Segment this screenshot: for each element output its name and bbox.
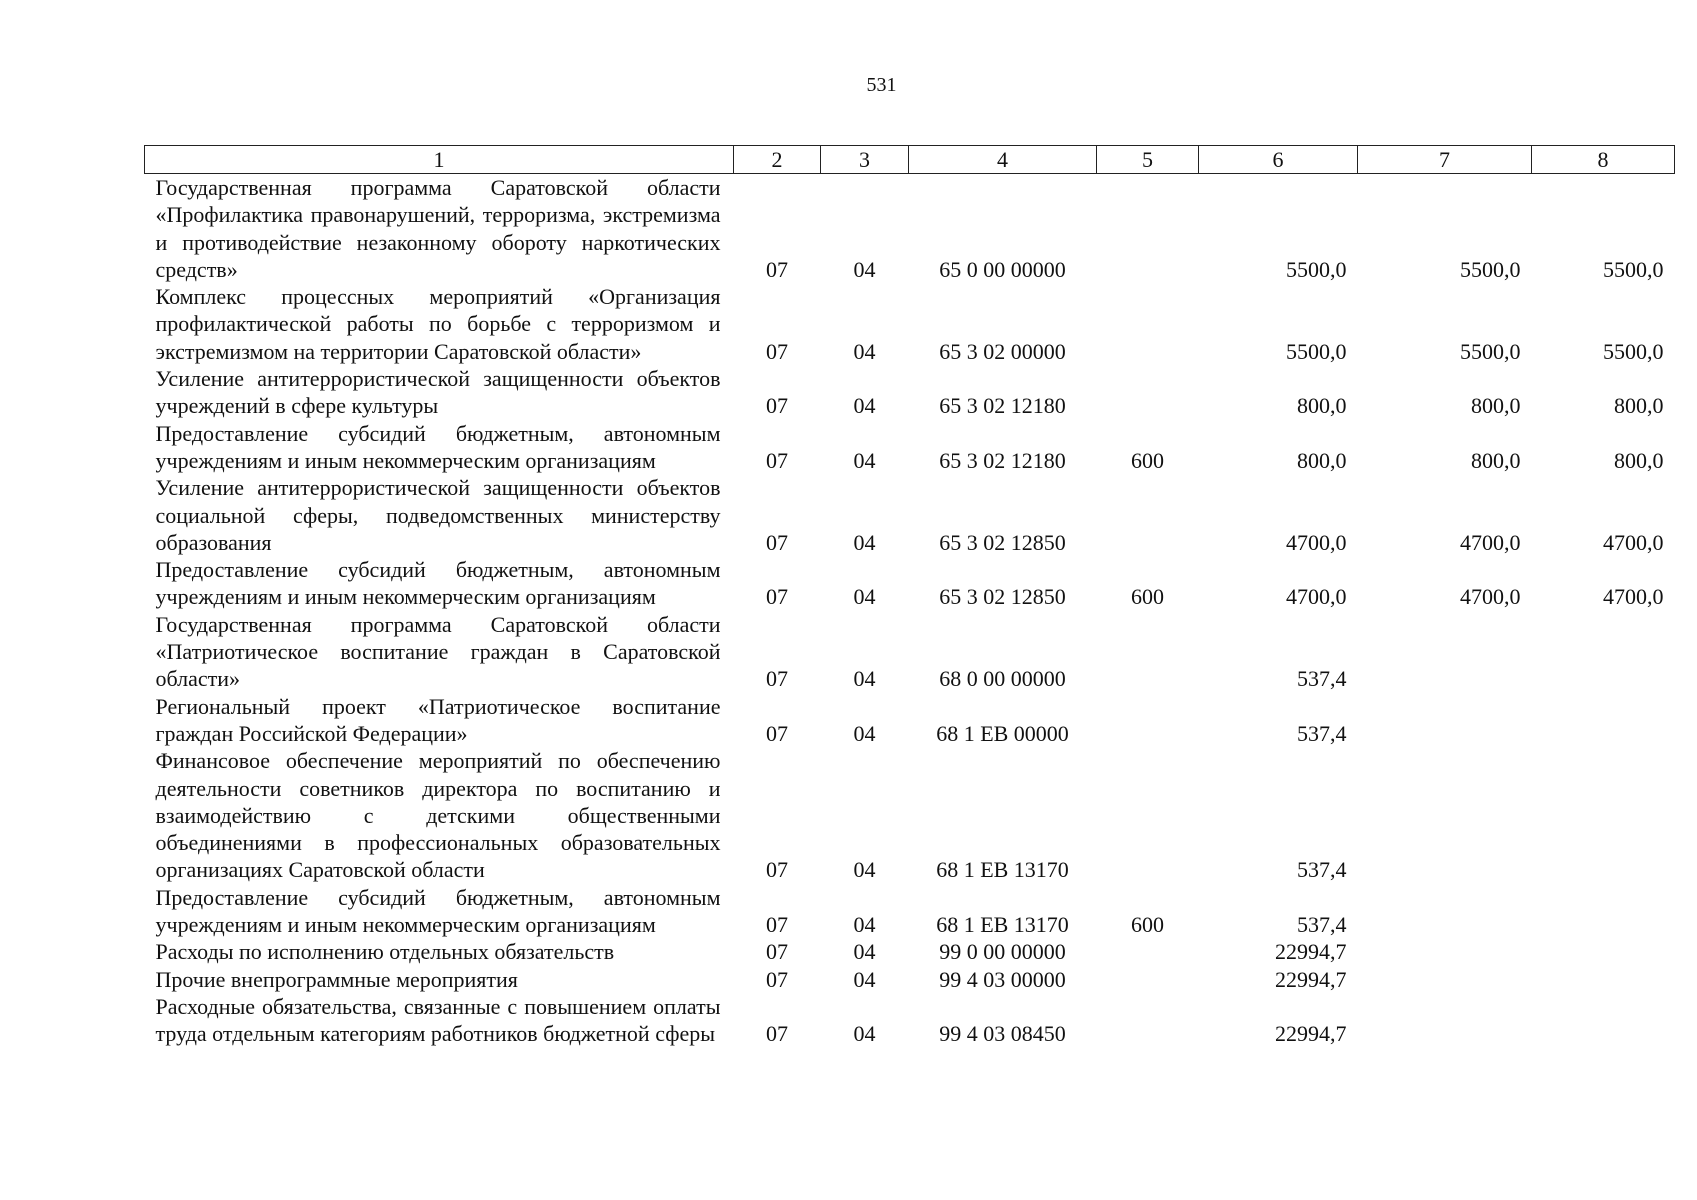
- section-code: 07: [766, 529, 788, 555]
- section-code: 07: [766, 447, 788, 473]
- subsection-code: 04: [853, 447, 876, 473]
- amount-col-8: 5500,0: [1603, 256, 1664, 282]
- amount-col-6: 537,4: [1297, 720, 1347, 746]
- section-code: 07: [766, 256, 788, 282]
- amount-col-8: 800,0: [1614, 393, 1664, 419]
- subsection-code: 04: [853, 857, 876, 883]
- expense-type-code: [1097, 474, 1199, 556]
- amount-col-8: [1532, 693, 1675, 748]
- amount-col-8: 4700,0: [1603, 584, 1664, 610]
- section-code: 07: [766, 939, 788, 965]
- subsection-code: 04: [853, 666, 876, 692]
- amount-col-7: [1358, 693, 1532, 748]
- table-row: [145, 884, 1675, 939]
- target-article-code: 65 3 02 12180: [939, 393, 1066, 419]
- expense-name: Предоставление субсидий бюджетным, автономным учреждениям и иным некоммерческим организациям: [155, 557, 721, 610]
- target-article-code: 65 3 02 12850: [939, 584, 1066, 610]
- page-number: 531: [866, 74, 897, 96]
- table-row: [145, 611, 1675, 693]
- subsection-code: 04: [853, 584, 876, 610]
- amount-col-8: 5500,0: [1603, 338, 1664, 364]
- subsection-code: 04: [853, 1021, 876, 1047]
- header-col-8: 8: [1532, 146, 1675, 174]
- amount-col-6: 22994,7: [1275, 966, 1347, 992]
- amount-col-8: [1532, 747, 1675, 883]
- header-row: [145, 146, 1675, 174]
- subsection-code: 04: [853, 912, 876, 938]
- target-article-code: 99 4 03 08450: [939, 1021, 1066, 1047]
- expense-name: Прочие внепрограммные мероприятия: [155, 966, 518, 992]
- amount-col-7: 5500,0: [1460, 256, 1521, 282]
- amount-col-6: 4700,0: [1286, 529, 1347, 555]
- expense-type-code: 600: [1131, 912, 1164, 938]
- table-body: [145, 174, 1675, 1048]
- amount-col-8: [1532, 993, 1675, 1048]
- expense-name: Усиление антитеррористической защищенности объектов учреждений в сфере культуры: [155, 366, 721, 419]
- section-code: 07: [766, 393, 788, 419]
- subsection-code: 04: [853, 338, 876, 364]
- expense-name: Государственная программа Саратовской области «Профилактика правонарушений, терроризма, экстремизма и противодействие незаконному обороту наркотических средств»: [155, 175, 721, 282]
- expense-name: Предоставление субсидий бюджетным, автономным учреждениям и иным некоммерческим организациям: [155, 884, 721, 938]
- table-row: [145, 365, 1675, 420]
- amount-col-8: [1532, 938, 1675, 965]
- expense-type-code: [1097, 993, 1199, 1048]
- target-article-code: 68 1 ЕВ 13170: [936, 857, 1069, 883]
- expense-type-code: [1097, 693, 1199, 748]
- table-header: [145, 146, 1675, 174]
- amount-col-6: 5500,0: [1286, 256, 1347, 282]
- subsection-code: 04: [853, 393, 876, 419]
- amount-col-8: 4700,0: [1603, 529, 1664, 555]
- amount-col-6: 22994,7: [1275, 1021, 1347, 1047]
- header-col-5: 5: [1097, 146, 1199, 174]
- amount-col-6: 800,0: [1297, 447, 1347, 473]
- amount-col-7: 800,0: [1471, 447, 1521, 473]
- subsection-code: 04: [853, 256, 876, 282]
- budget-table: [144, 145, 1675, 1048]
- expense-name: Региональный проект «Патриотическое воспитание граждан Российской Федерации»: [155, 693, 721, 746]
- table-row: [145, 556, 1675, 611]
- amount-col-6: 4700,0: [1286, 584, 1347, 610]
- amount-col-8: [1532, 611, 1675, 693]
- subsection-code: 04: [853, 529, 876, 555]
- section-code: 07: [766, 966, 788, 992]
- amount-col-7: 5500,0: [1460, 338, 1521, 364]
- target-article-code: 65 3 02 12850: [939, 529, 1066, 555]
- section-code: 07: [766, 720, 788, 746]
- subsection-code: 04: [853, 939, 876, 965]
- amount-col-7: [1358, 611, 1532, 693]
- table-row: [145, 174, 1675, 284]
- expense-type-code: [1097, 283, 1199, 365]
- target-article-code: 65 3 02 00000: [939, 338, 1066, 364]
- amount-col-7: [1358, 966, 1532, 993]
- section-code: 07: [766, 584, 788, 610]
- header-col-3: 3: [821, 146, 909, 174]
- table-row: [145, 747, 1675, 883]
- amount-col-6: 537,4: [1297, 912, 1347, 938]
- amount-col-6: 22994,7: [1275, 939, 1347, 965]
- target-article-code: 65 0 00 00000: [939, 256, 1066, 282]
- amount-col-7: 800,0: [1471, 393, 1521, 419]
- amount-col-6: 537,4: [1297, 666, 1347, 692]
- table-row: [145, 966, 1675, 993]
- table-row: [145, 938, 1675, 965]
- header-col-2: 2: [734, 146, 821, 174]
- amount-col-7: 4700,0: [1460, 584, 1521, 610]
- target-article-code: 99 4 03 00000: [939, 966, 1066, 992]
- expense-name: Государственная программа Саратовской области «Патриотическое воспитание граждан в Саратовской области»: [155, 611, 721, 692]
- subsection-code: 04: [853, 966, 876, 992]
- expense-type-code: 600: [1131, 584, 1164, 610]
- expense-type-code: [1097, 938, 1199, 965]
- section-code: 07: [766, 666, 788, 692]
- amount-col-8: 800,0: [1614, 447, 1664, 473]
- expense-name: Комплекс процессных мероприятий «Организация профилактической работы по борьбе с терроризмом и экстремизмом на территории Саратовской области»: [155, 284, 721, 364]
- expense-name: Предоставление субсидий бюджетным, автономным учреждениям и иным некоммерческим организациям: [155, 420, 721, 473]
- section-code: 07: [766, 1021, 788, 1047]
- header-col-6: 6: [1199, 146, 1358, 174]
- expense-name: Расходы по исполнению отдельных обязательств: [155, 939, 615, 965]
- expense-type-code: [1097, 966, 1199, 993]
- target-article-code: 68 1 ЕВ 00000: [936, 720, 1069, 746]
- amount-col-7: [1358, 747, 1532, 883]
- table-row: [145, 993, 1675, 1048]
- target-article-code: 68 1 ЕВ 13170: [936, 912, 1069, 938]
- target-article-code: 68 0 00 00000: [939, 666, 1066, 692]
- amount-col-6: 537,4: [1297, 857, 1347, 883]
- amount-col-8: [1532, 966, 1675, 993]
- target-article-code: 99 0 00 00000: [939, 939, 1066, 965]
- header-col-1: 1: [145, 146, 734, 174]
- target-article-code: 65 3 02 12180: [939, 447, 1066, 473]
- amount-col-8: [1532, 884, 1675, 939]
- amount-col-7: [1358, 884, 1532, 939]
- expense-type-code: [1097, 174, 1199, 284]
- amount-col-7: [1358, 938, 1532, 965]
- expense-type-code: [1097, 365, 1199, 420]
- amount-col-6: 800,0: [1297, 393, 1347, 419]
- expense-type-code: 600: [1131, 447, 1164, 473]
- amount-col-7: [1358, 993, 1532, 1048]
- amount-col-7: 4700,0: [1460, 529, 1521, 555]
- table-row: [145, 693, 1675, 748]
- table-row: [145, 474, 1675, 556]
- section-code: 07: [766, 857, 788, 883]
- table-row: [145, 283, 1675, 365]
- expense-name: Расходные обязательства, связанные с повышением оплаты труда отдельным категориям работников бюджетной сферы: [155, 993, 721, 1047]
- amount-col-6: 5500,0: [1286, 338, 1347, 364]
- table-row: [145, 420, 1675, 475]
- expense-name: Финансовое обеспечение мероприятий по обеспечению деятельности советников директора по воспитанию и взаимодействию с детскими общественными объединениями в профессиональных образовательных организациях Саратовской области: [155, 748, 721, 883]
- section-code: 07: [766, 338, 788, 364]
- section-code: 07: [766, 912, 788, 938]
- expense-type-code: [1097, 611, 1199, 693]
- subsection-code: 04: [853, 720, 876, 746]
- expense-name: Усиление антитеррористической защищенности объектов социальной сферы, подведомственных министерству образования: [155, 475, 721, 555]
- header-col-7: 7: [1358, 146, 1532, 174]
- expense-type-code: [1097, 747, 1199, 883]
- header-col-4: 4: [909, 146, 1097, 174]
